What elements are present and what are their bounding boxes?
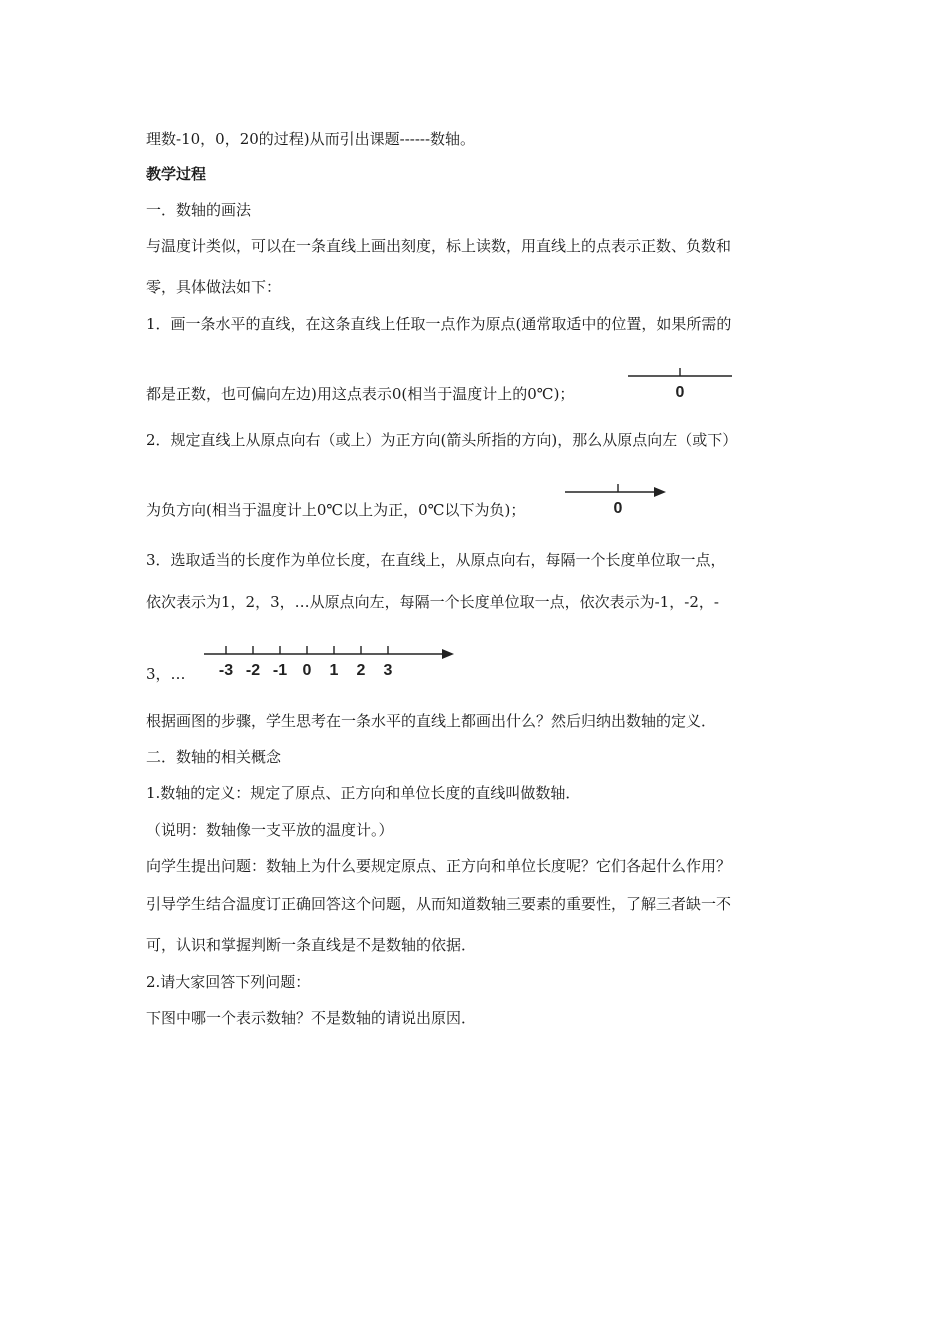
axis-tick-label: 1: [329, 662, 339, 679]
axis-tick-label: 3: [383, 662, 393, 679]
text-line: 引导学生结合温度订正确回答这个问题，从而知道数轴三要素的重要性，了解三者缺一不: [146, 895, 732, 913]
axis-tick-label: -3: [218, 662, 234, 679]
origin-label: 0: [613, 500, 623, 517]
text-line: 3，…: [146, 665, 186, 683]
axis-tick-label: 0: [302, 662, 312, 679]
arrow-head: [654, 487, 666, 497]
arrow-head: [442, 649, 454, 659]
axis-tick-label: -2: [245, 662, 261, 679]
text-line: 2．规定直线上从原点向右（或上）为正方向(箭头所指的方向)，那么从原点向左（或下）: [146, 431, 738, 449]
text-line: 2.请大家回答下列问题：: [146, 973, 311, 991]
text-line: 可，认识和掌握判断一条直线是不是数轴的依据．: [146, 936, 477, 954]
axis-tick-label: 2: [356, 662, 366, 679]
origin-label: 0: [675, 384, 685, 401]
text-line: 都是正数，也可偏向左边)用这点表示0(相当于温度计上的0℃)；: [146, 385, 575, 403]
text-line: 理数-10，0，20的过程)从而引出课题------数轴。: [146, 130, 476, 148]
text-line: 1．画一条水平的直线，在这条直线上任取一点作为原点(通常取适中的位置，如果所需的: [146, 315, 732, 333]
text-line: 根据画图的步骤，学生思考在一条水平的直线上都画出什么？然后归纳出数轴的定义．: [146, 712, 717, 730]
text-line: 3．选取适当的长度作为单位长度，在直线上，从原点向右，每隔一个长度单位取一点，: [146, 551, 726, 569]
number-axis-figure: [202, 640, 457, 686]
subsection-heading: 一．数轴的画法: [146, 201, 252, 219]
text-line: 下图中哪一个表示数轴？不是数轴的请说出原因．: [146, 1009, 477, 1027]
text-line: 向学生提出问题：数轴上为什么要规定原点、正方向和单位长度呢？它们各起什么作用？: [146, 857, 732, 875]
text-line: 与温度计类似，可以在一条直线上画出刻度，标上读数，用直线上的点表示正数、负数和: [146, 237, 732, 255]
section-heading: 教学过程: [146, 165, 207, 183]
axis-tick-label: -1: [272, 662, 288, 679]
note-text: （说明：数轴像一支平放的温度计。）: [146, 821, 394, 839]
text-line: 零，具体做法如下：: [146, 278, 282, 296]
origin-figure: [625, 363, 737, 409]
definition-text: 1.数轴的定义：规定了原点、正方向和单位长度的直线叫做数轴．: [146, 784, 581, 802]
direction-figure: [562, 480, 672, 524]
text-line: 为负方向(相当于温度计上0℃以上为正，0℃以下为负)；: [146, 501, 526, 519]
subsection-heading: 二．数轴的相关概念: [146, 748, 282, 766]
text-line: 依次表示为1，2，3，…从原点向左，每隔一个长度单位取一点，依次表示为-1，-2，-: [146, 593, 719, 611]
